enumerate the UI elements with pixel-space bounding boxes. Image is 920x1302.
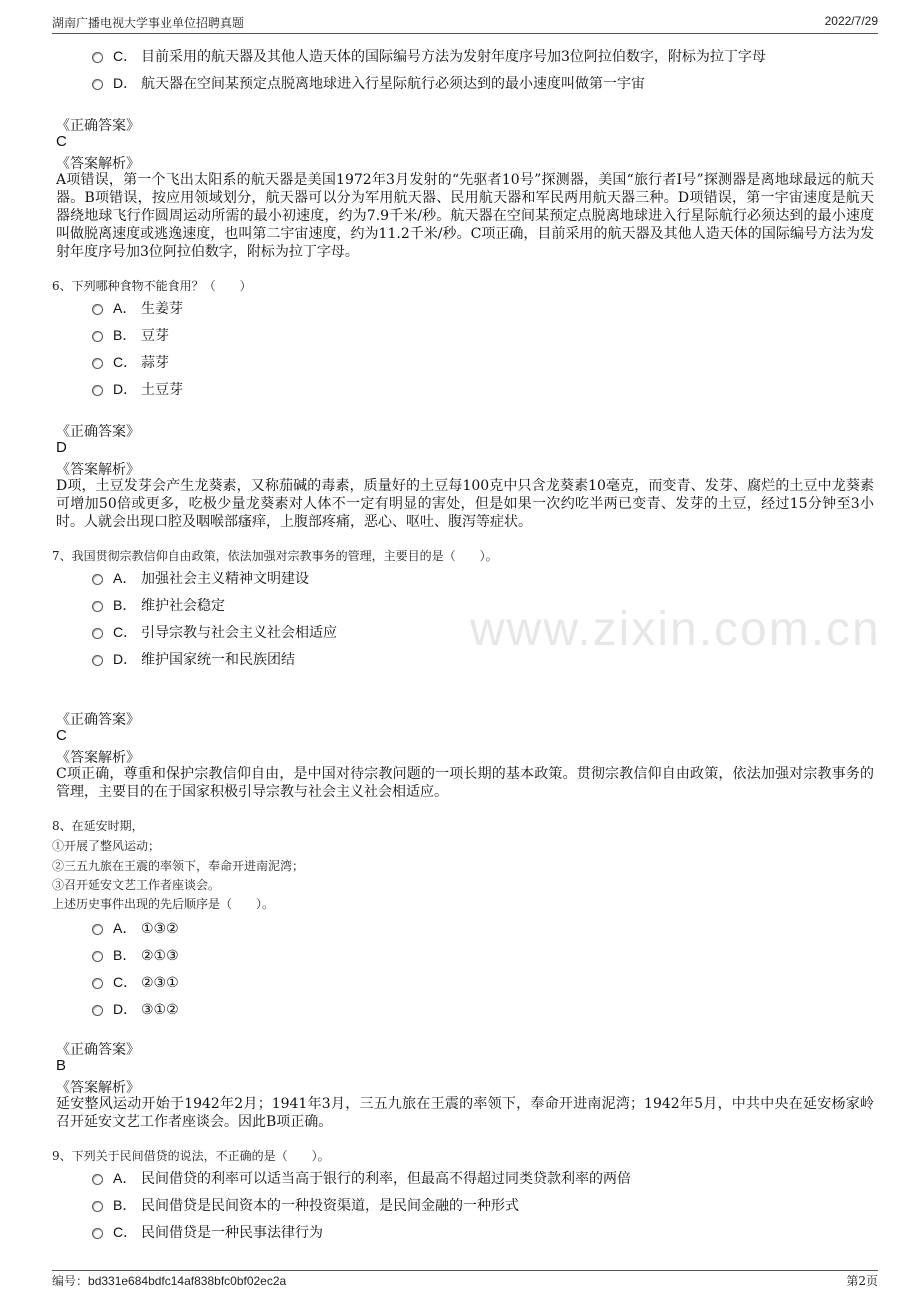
- radio-icon[interactable]: [92, 385, 103, 396]
- footer-code: bd331e684bdfc14af838bfc0bf02ec2a: [88, 1274, 287, 1288]
- radio-icon[interactable]: [92, 358, 103, 369]
- footer-divider: [52, 1270, 878, 1271]
- radio-icon[interactable]: [92, 601, 103, 612]
- q7-option-a[interactable]: A． 加强社会主义精神文明建设: [92, 568, 309, 588]
- q9-question: 9、下列关于民间借贷的说法，不正确的是（ ）。: [52, 1149, 330, 1163]
- q6-option-d[interactable]: D． 土豆芽: [92, 379, 183, 399]
- radio-icon[interactable]: [92, 331, 103, 342]
- q8-option-d[interactable]: D． ③①②: [92, 999, 179, 1019]
- q9-option-b[interactable]: B． 民间借贷是民间资本的一种投资渠道，是民间金融的一种形式: [92, 1195, 519, 1215]
- q7-question: 7、我国贯彻宗教信仰自由政策，依法加强对宗教事务的管理，主要目的是（ ）。: [52, 549, 498, 563]
- radio-icon[interactable]: [92, 1005, 103, 1016]
- q7-option-d[interactable]: D． 维护国家统一和民族团结: [92, 649, 295, 669]
- q8-answer: B: [56, 1057, 67, 1074]
- q6-option-a[interactable]: A． 生姜芽: [92, 298, 183, 318]
- q6-answer: D: [56, 439, 67, 456]
- q7-answer-title: 《正确答案》: [56, 712, 140, 728]
- q8-analysis: 延安整风运动开始于1942年2月；1941年3月，三五九旅在王震的率领下，奉命开进南泥湾；1942年5月，中共中央在延安杨家岭召开延安文艺工作者座谈会。因此B项正确。: [56, 1096, 874, 1130]
- q7-option-b[interactable]: B． 维护社会稳定: [92, 595, 225, 615]
- radio-icon[interactable]: [92, 304, 103, 315]
- q8-option-c[interactable]: C． ②③①: [92, 972, 179, 992]
- q6-analysis-title: 《答案解析》: [56, 462, 140, 478]
- radio-icon[interactable]: [92, 628, 103, 639]
- radio-icon[interactable]: [92, 1228, 103, 1239]
- q8-question-line: ③召开延安文艺工作者座谈会。: [52, 878, 221, 892]
- header-divider: [52, 33, 878, 34]
- page-number: 第2页: [846, 1274, 878, 1288]
- q6-question: 6、下列哪种食物不能食用？（ ）: [52, 279, 252, 293]
- q8-question-line: 8、在延安时期，: [52, 819, 144, 833]
- q7-analysis: C项正确，尊重和保护宗教信仰自由，是中国对待宗教问题的一项长期的基本政策。贯彻宗教信仰自由政策，依法加强对宗教事务的管理，主要目的在于国家积极引导宗教与社会主义社会相适应。: [56, 766, 874, 800]
- q8-answer-title: 《正确答案》: [56, 1042, 140, 1058]
- q8-option-b[interactable]: B． ②①③: [92, 945, 179, 965]
- radio-icon[interactable]: [92, 951, 103, 962]
- page-footer: [52, 1272, 878, 1289]
- header-date: 2022/7/29: [824, 14, 878, 28]
- q8-question-line: ②三五九旅在王震的率领下，奉命开进南泥湾；: [52, 859, 305, 873]
- q6-analysis: D项，土豆发芽会产生龙葵素，又称茄碱的毒素，质量好的土豆每100克中只含龙葵素10毫克，而变青、发芽、腐烂的土豆中龙葵素可增加50倍或更多，吃极少量龙葵素对人体不一定有明显的害处，但是如果一次约吃半两已变青、发芽的土豆，经过15分钟至3小时。人就会出现口腔及咽喉部瘙痒，上腹部疼痛，恶心、呕吐、腹泻等症状。: [56, 478, 874, 530]
- q5-answer-title: 《正确答案》: [56, 118, 140, 134]
- q6-option-c[interactable]: C． 蒜芽: [92, 352, 169, 372]
- q5-analysis: A项错误，第一个飞出太阳系的航天器是美国1972年3月发射的“先驱者10号”探测器，美国“旅行者I号”探测器是离地球最远的航天器。B项错误，按应用领域划分，航天器可以分为军用航天器、民用航天器和军民两用航天器三种。D项错误，第一宇宙速度是航天器绕地球飞行作圆周运动所需的最小初速度，约为7.9千米/秒。航天器在空间某预定点脱离地球进入行星际航行必须达到的最小速度叫做脱离速度或逃逸速度，也叫第二宇宙速度，约为11.2千米/秒。C项正确，目前采用的航天器及其他人造天体的国际编号方法为发射年度序号加3位阿拉伯数字，附标为拉丁字母。: [56, 172, 874, 260]
- watermark: www.zixin.com.cn: [470, 603, 881, 656]
- radio-icon[interactable]: [92, 978, 103, 989]
- q5-option-c[interactable]: C． 目前采用的航天器及其他人造天体的国际编号方法为发射年度序号加3位阿拉伯数字，附标为拉丁字母: [92, 46, 766, 66]
- q6-option-b[interactable]: B． 豆芽: [92, 325, 169, 345]
- q6-answer-title: 《正确答案》: [56, 424, 140, 440]
- footer-code-label: 编号：: [52, 1274, 89, 1288]
- page-header: [52, 14, 878, 32]
- radio-icon[interactable]: [92, 1201, 103, 1212]
- q5-option-d[interactable]: D． 航天器在空间某预定点脱离地球进入行星际航行必须达到的最小速度叫做第一宇宙: [92, 73, 645, 93]
- q8-question-line: 上述历史事件出现的先后顺序是（ ）。: [52, 897, 275, 911]
- q5-answer: C: [56, 133, 67, 150]
- document-title: 湖南广播电视大学事业单位招聘真题: [52, 16, 245, 30]
- q7-option-c[interactable]: C． 引导宗教与社会主义社会相适应: [92, 622, 337, 642]
- q7-analysis-title: 《答案解析》: [56, 750, 140, 766]
- q7-answer: C: [56, 727, 67, 744]
- q9-option-a[interactable]: A． 民间借贷的利率可以适当高于银行的利率，但最高不得超过同类贷款利率的两倍: [92, 1168, 631, 1188]
- radio-icon[interactable]: [92, 924, 103, 935]
- q9-option-c[interactable]: C． 民间借贷是一种民事法律行为: [92, 1222, 323, 1242]
- q8-analysis-title: 《答案解析》: [56, 1080, 140, 1096]
- radio-icon[interactable]: [92, 52, 103, 63]
- radio-icon[interactable]: [92, 1174, 103, 1185]
- q8-question-line: ①开展了整风运动；: [52, 839, 161, 853]
- radio-icon[interactable]: [92, 79, 103, 90]
- radio-icon[interactable]: [92, 655, 103, 666]
- radio-icon[interactable]: [92, 574, 103, 585]
- q5-analysis-title: 《答案解析》: [56, 156, 140, 172]
- q8-option-a[interactable]: A． ①③②: [92, 918, 179, 938]
